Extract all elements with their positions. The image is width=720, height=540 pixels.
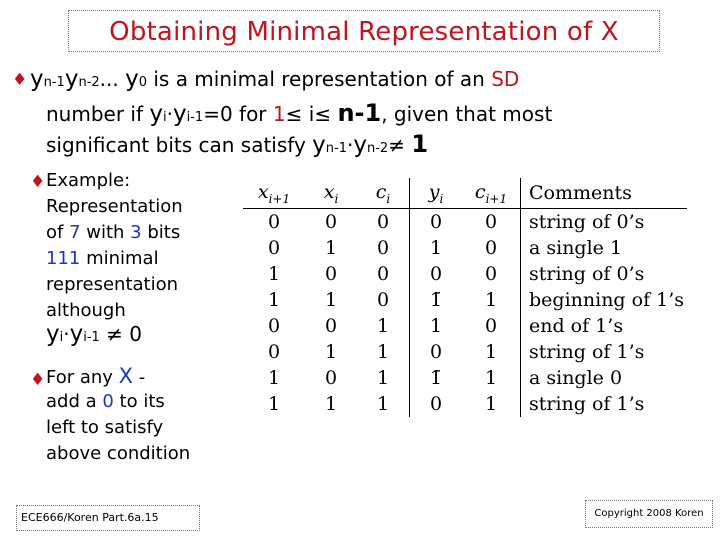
blue-number: 3: [130, 222, 142, 243]
ellipsis: ...: [99, 67, 119, 91]
slide-title: Obtaining Minimal Representation of X: [109, 17, 619, 47]
forany-line: add a 0 to its: [46, 391, 165, 412]
example-label: Example:: [46, 170, 131, 191]
sd-label: SD: [491, 67, 520, 91]
y-var: y: [353, 132, 367, 158]
dot-operator: ·: [166, 102, 173, 126]
table-row: 1 0 1 1̄ 1 a single 0: [243, 365, 687, 391]
example-line: Representation: [46, 196, 183, 217]
subscript: i-1: [83, 330, 100, 345]
y-var: y: [312, 132, 326, 158]
definition-text: is a minimal representation of an: [147, 67, 492, 91]
y-var: y: [125, 66, 139, 92]
bullet-diamond-icon: ♦: [12, 70, 28, 90]
y-var: y: [149, 101, 163, 127]
table-row: 0 1 1 0 1 string of 1’s: [243, 339, 687, 365]
definition-text: number if: [46, 102, 150, 126]
example-line: representation: [46, 274, 179, 295]
footer-copyright: Copyright 2008 Koren: [585, 500, 713, 528]
subscript: n-2: [78, 75, 100, 90]
subscript: 0: [138, 75, 147, 90]
blue-x: X: [118, 364, 134, 388]
header-y-i: $y_i$: [410, 178, 463, 209]
bullet-diamond-icon: ♦: [30, 370, 46, 390]
dot-operator: ·: [63, 322, 70, 346]
definition-line-3: [46, 131, 428, 162]
definition-text: =0 for: [203, 102, 273, 126]
definition-text: significant bits can satisfy: [46, 133, 313, 157]
subscript: n-1: [43, 75, 65, 90]
table-header-row: [243, 178, 687, 209]
header-c-i: $c_i$: [357, 178, 410, 209]
subscript: n-2: [366, 141, 389, 156]
y-var: y: [46, 321, 60, 347]
neq-symbol: ≠: [388, 133, 412, 157]
table-row: 0 0 0 0 0 string of 0’s: [243, 209, 687, 236]
table-row: 0 1 0 1 0 a single 1: [243, 235, 687, 261]
example-line: [46, 321, 143, 348]
blue-number: 0: [102, 391, 114, 412]
y-var: y: [172, 101, 187, 127]
forany-line: above condition: [46, 443, 191, 464]
y-var: y: [64, 66, 79, 92]
neq-zero: ≠ 0: [99, 322, 143, 346]
y-var: y: [69, 321, 84, 347]
definition-line-2: [46, 100, 552, 131]
table-row: 1 1 0 1̄ 1 beginning of 1’s: [243, 287, 687, 313]
table-row: 1 0 0 0 0 string of 0’s: [243, 261, 687, 287]
table-row: 1 1 1 0 1 string of 1’s: [243, 391, 687, 417]
header-x-i: $x_i$: [305, 178, 357, 209]
i-var: i: [308, 102, 315, 126]
n-minus-1: n-1: [337, 99, 382, 127]
subscript: i: [59, 330, 64, 345]
forany-line: left to satisfy: [46, 417, 164, 438]
footer-course-label: ECE666/Koren Part.6a.15: [16, 505, 200, 531]
red-number: 1: [272, 102, 286, 126]
blue-number: 7: [69, 222, 81, 243]
y-var: y: [30, 66, 44, 92]
title-box: [68, 10, 660, 52]
header-x-i-plus-1: $x_{i+1}$: [243, 178, 305, 209]
header-c-i-plus-1: $c_{i+1}$: [462, 178, 521, 209]
example-line: 111 minimal: [46, 248, 159, 269]
subscript: i: [163, 110, 167, 125]
blue-number: 111: [46, 248, 81, 269]
example-line: although: [46, 300, 126, 321]
forany-line: For any X -: [46, 364, 146, 388]
header-comments: Comments: [521, 178, 688, 209]
one-value: 1: [411, 130, 429, 158]
bullet-diamond-icon: ♦: [30, 172, 46, 192]
subscript: n-1: [325, 141, 347, 156]
dot-operator: ·: [347, 133, 354, 157]
subscript: i-1: [186, 110, 204, 125]
le-symbol: ≤: [285, 102, 309, 126]
definition-line-1: [30, 66, 519, 96]
le-symbol: ≤: [314, 102, 338, 126]
example-line: of 7 with 3 bits: [46, 222, 181, 243]
table-row: 0 0 1 1 0 end of 1’s: [243, 313, 687, 339]
definition-text: , given that most: [381, 102, 553, 126]
recoding-table: [243, 178, 687, 417]
